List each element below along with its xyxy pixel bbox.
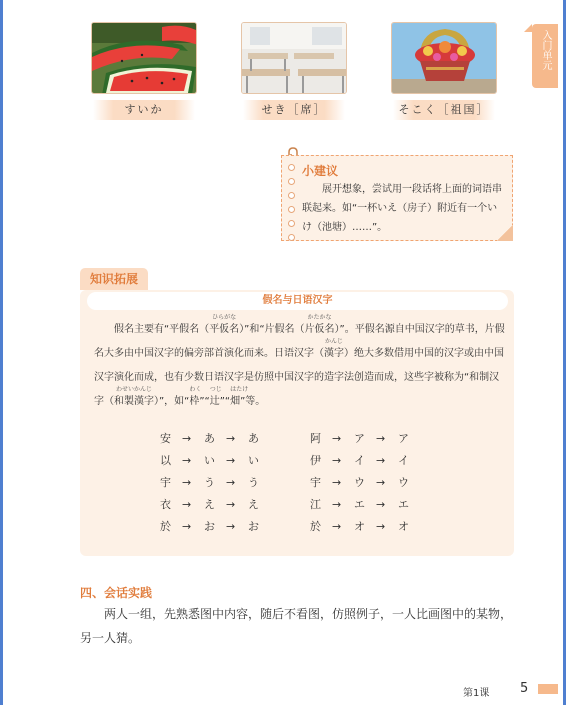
katakana-cell: ウ <box>398 476 409 489</box>
katakana-cell: エ <box>354 498 365 511</box>
furigana: わせいかんじ <box>115 386 152 393</box>
photo-caption: そこく［祖国］ <box>393 100 495 120</box>
note-folded-corner <box>497 225 513 241</box>
kana-row <box>160 428 420 450</box>
hiragana-cell: → <box>182 432 192 445</box>
hiragana-cell: 於 <box>160 520 171 533</box>
hiragana-cell: → <box>226 520 236 533</box>
hiragana-cell: → <box>182 520 192 533</box>
page-frame-left <box>0 0 3 705</box>
knowledge-paragraph: 假名主要有“平假名（ ひらがな 平仮名）”和“片假名（ かたかな 片仮名）”。平假名源自中国汉字的草书，片假名大多由中国汉字的偏旁部首演化而来。日语汉字（ かんじ 漢字）绝大多数借用中国的汉字或由中国汉字演化而成，也有少数日语汉字是仿照中国汉字的造字法创造而成，这些字被称为“和制汉字（ わせいかんじ 和製漢字）”，如“ わく 枠”“ つじ 辻”“ はたけ 畑”等。 <box>94 314 505 407</box>
katakana-cell: → <box>332 476 342 489</box>
note-binding-holes <box>288 164 294 248</box>
hiragana-cell: お <box>248 520 259 533</box>
hiragana-cell: → <box>182 476 192 489</box>
katakana-cell: → <box>332 498 342 511</box>
hiragana-cell: 宇 <box>160 476 171 489</box>
hiragana-cell: え <box>248 498 259 511</box>
katakana-cell: エ <box>398 498 409 511</box>
hiragana-cell: 安 <box>160 432 171 445</box>
section-title: 四、会话实践 <box>80 586 153 600</box>
hiragana-cell: 以 <box>160 454 171 467</box>
tip-title: 小建议 <box>302 164 339 178</box>
classroom-desks-photo <box>241 22 347 94</box>
furigana: はたけ <box>230 386 249 393</box>
hiragana-cell: あ <box>204 432 215 445</box>
hiragana-cell: う <box>204 476 215 489</box>
katakana-cell: 宇 <box>310 476 321 489</box>
furigana: かんじ <box>324 338 343 345</box>
furigana: ひらがな <box>212 314 237 321</box>
katakana-cell: 於 <box>310 520 321 533</box>
katakana-cell: ア <box>354 432 365 445</box>
hiragana-cell: お <box>204 520 215 533</box>
photo-caption: すいか <box>93 100 195 120</box>
furigana: わく <box>189 386 202 393</box>
katakana-cell: → <box>332 454 342 467</box>
hiragana-cell: い <box>248 454 259 467</box>
kana-row <box>160 472 420 494</box>
side-tab-label: 入门单元 <box>540 30 551 70</box>
flower-basket-photo <box>391 22 497 94</box>
footer-accent-bar <box>538 684 558 694</box>
hiragana-cell: う <box>248 476 259 489</box>
katakana-cell: → <box>376 498 386 511</box>
katakana-cell: → <box>376 476 386 489</box>
katakana-cell: オ <box>398 520 409 533</box>
kana-row <box>160 450 420 472</box>
katakana-cell: 江 <box>310 498 321 511</box>
watermelon-photo <box>91 22 197 94</box>
katakana-cell: 阿 <box>310 432 321 445</box>
hiragana-cell: → <box>182 454 192 467</box>
hiragana-cell: → <box>226 476 236 489</box>
katakana-cell: ウ <box>354 476 365 489</box>
photo-caption: せき［席］ <box>243 100 345 120</box>
unit-side-tab <box>532 24 558 88</box>
lesson-label: 第1课 <box>463 688 490 699</box>
furigana: つじ <box>209 386 222 393</box>
hiragana-cell: い <box>204 454 215 467</box>
kana-origin-table <box>160 428 420 538</box>
katakana-cell: ア <box>398 432 409 445</box>
katakana-cell: → <box>332 520 342 533</box>
katakana-cell: オ <box>354 520 365 533</box>
hiragana-cell: え <box>204 498 215 511</box>
katakana-cell: イ <box>354 454 365 467</box>
tip-body: 展开想象，尝试用一段话将上面的词语串联起来。如“一杯いえ（房子）附近有一个いけ（池塘）……”。 <box>302 184 502 233</box>
katakana-cell: イ <box>398 454 409 467</box>
kana-row <box>160 494 420 516</box>
katakana-cell: → <box>332 432 342 445</box>
hiragana-cell: あ <box>248 432 259 445</box>
furigana: かたかな <box>307 314 332 321</box>
katakana-cell: 伊 <box>310 454 321 467</box>
katakana-cell: → <box>376 432 386 445</box>
hiragana-cell: → <box>226 454 236 467</box>
hiragana-cell: → <box>182 498 192 511</box>
section-body: 两人一组，先熟悉图中内容，随后不看图，仿照例子，一人比画图中的某物，另一人猜。 <box>80 607 513 645</box>
hiragana-cell: → <box>226 432 236 445</box>
hiragana-cell: 衣 <box>160 498 171 511</box>
katakana-cell: → <box>376 520 386 533</box>
katakana-cell: → <box>376 454 386 467</box>
hiragana-cell: → <box>226 498 236 511</box>
knowledge-tag: 知识拓展 <box>80 268 148 290</box>
kana-row <box>160 516 420 538</box>
page-number: 5 <box>520 681 529 696</box>
suggestion-note <box>281 155 513 241</box>
knowledge-subtitle: 假名与日语汉字 <box>87 292 508 310</box>
side-tab-corner <box>524 24 532 32</box>
